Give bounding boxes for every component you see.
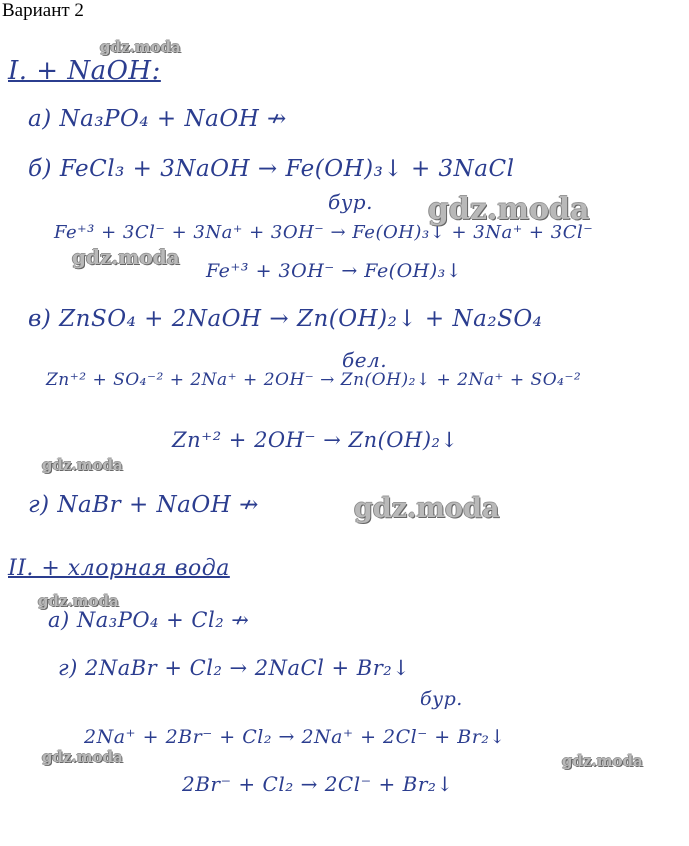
reaction-1v-note: бел. <box>342 348 388 372</box>
section-2-title: II. + хлорная вода <box>8 556 230 581</box>
reaction-1b-ionic-full: Fe⁺³ + 3Cl⁻ + 3Na⁺ + 3OH⁻ → Fe(OH)₃↓ + 3Na⁺ + 3Cl⁻ <box>54 222 594 243</box>
section-1-title: I. + NaOH: <box>8 56 161 86</box>
reaction-1b-note: бур. <box>328 190 373 214</box>
watermark: gdz.moda <box>42 456 123 474</box>
watermark: gdz.moda <box>72 245 180 269</box>
reaction-1b: б) FeCl₃ + 3NaOH → Fe(OH)₃↓ + 3NaCl <box>28 156 515 182</box>
reaction-2g-note: бур. <box>420 688 463 710</box>
reaction-2g: г) 2NaBr + Cl₂ → 2NaCl + Br₂↓ <box>58 656 411 680</box>
watermark: gdz.moda <box>354 493 500 524</box>
watermark: gdz.moda <box>42 748 123 766</box>
reaction-1v-ionic-short: Zn⁺² + 2OH⁻ → Zn(OH)₂↓ <box>172 428 459 452</box>
reaction-2g-ionic-full: 2Na⁺ + 2Br⁻ + Cl₂ → 2Na⁺ + 2Cl⁻ + Br₂↓ <box>84 726 506 748</box>
reaction-1v: в) ZnSO₄ + 2NaOH → Zn(OH)₂↓ + Na₂SO₄ <box>28 306 543 332</box>
watermark: gdz.moda <box>100 38 181 56</box>
page-title: Вариант 2 <box>2 0 84 21</box>
watermark: gdz.moda <box>562 752 643 770</box>
watermark: gdz.moda <box>38 592 119 610</box>
reaction-1a: а) Na₃PO₄ + NaOH ↛ <box>28 106 287 132</box>
reaction-1g: г) NaBr + NaOH ↛ <box>28 492 259 518</box>
reaction-1b-ionic-short: Fe⁺³ + 3OH⁻ → Fe(OH)₃↓ <box>206 260 463 282</box>
reaction-2a: а) Na₃PO₄ + Cl₂ ↛ <box>48 608 250 632</box>
reaction-2g-ionic-short: 2Br⁻ + Cl₂ → 2Cl⁻ + Br₂↓ <box>182 772 454 796</box>
reaction-1v-ionic-full: Zn⁺² + SO₄⁻² + 2Na⁺ + 2OH⁻ → Zn(OH)₂↓ + 2Na⁺ + SO₄⁻² <box>46 370 582 390</box>
watermark: gdz.moda <box>428 192 590 227</box>
